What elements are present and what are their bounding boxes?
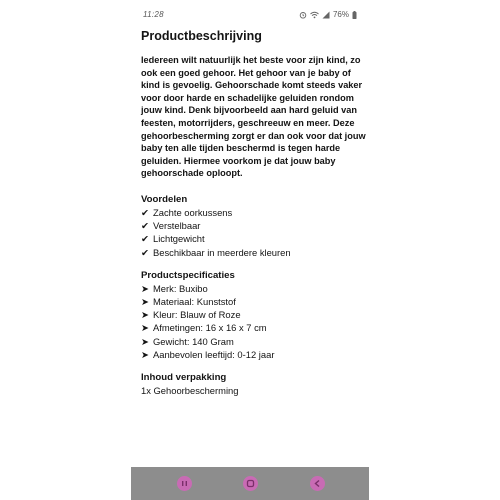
list-item	[141, 246, 367, 259]
spec-text: Merk: Buxibo	[153, 282, 208, 294]
navigation-bar	[131, 467, 369, 500]
spec-text: Materiaal: Kunststof	[153, 295, 236, 307]
arrow-icon: ➤	[141, 322, 149, 334]
package-heading: Inhoud verpakking	[141, 371, 227, 383]
arrow-icon: ➤	[141, 295, 149, 307]
arrow-icon: ➤	[141, 282, 149, 294]
spec-text: Aanbevolen leeftijd: 0-12 jaar	[153, 348, 275, 360]
list-item	[141, 282, 367, 295]
specs-heading: Productspecificaties	[141, 269, 235, 281]
list-item	[141, 206, 367, 219]
list-item	[141, 232, 367, 245]
spec-text: Afmetingen: 16 x 16 x 7 cm	[153, 322, 267, 334]
advantage-text: Beschikbaar in meerdere kleuren	[153, 246, 291, 258]
arrow-icon: ➤	[141, 348, 149, 360]
arrow-icon: ➤	[141, 335, 149, 347]
home-button[interactable]	[243, 476, 258, 491]
product-description	[141, 28, 367, 397]
status-bar	[131, 0, 369, 26]
package-content: 1x Gehoorbescherming	[141, 384, 239, 396]
back-icon	[310, 476, 325, 491]
recent-apps-button[interactable]	[177, 476, 192, 491]
list-item	[141, 295, 367, 308]
advantage-text: Lichtgewicht	[153, 233, 205, 245]
spec-text: Gewicht: 140 Gram	[153, 335, 234, 347]
list-item	[141, 321, 367, 334]
page-title: Productbeschrijving	[141, 29, 262, 43]
back-button[interactable]	[310, 476, 325, 491]
phone-screen	[131, 0, 369, 500]
recent-apps-icon	[177, 476, 192, 491]
arrow-icon: ➤	[141, 309, 149, 321]
battery-percentage: 76%	[332, 10, 349, 19]
home-icon	[243, 476, 258, 491]
specs-list	[141, 282, 367, 361]
checkmark-icon: ✔	[141, 233, 149, 245]
signal-icon	[322, 11, 330, 19]
advantage-text: Zachte oorkussens	[153, 206, 233, 218]
wifi-icon	[310, 11, 319, 19]
list-item	[141, 348, 367, 361]
list-item	[141, 308, 367, 321]
checkmark-icon: ✔	[141, 206, 149, 218]
spec-text: Kleur: Blauw of Roze	[153, 309, 241, 321]
advantages-heading: Voordelen	[141, 193, 188, 205]
list-item	[141, 219, 367, 232]
advantage-text: Verstelbaar	[153, 220, 201, 232]
checkmark-icon: ✔	[141, 246, 149, 258]
checkmark-icon: ✔	[141, 220, 149, 232]
status-time: 11:28	[143, 10, 164, 19]
alarm-icon	[299, 11, 307, 19]
status-icons	[299, 10, 357, 19]
battery-icon	[352, 11, 357, 19]
advantages-list	[141, 206, 367, 259]
intro-text: Iedereen wilt natuurlijk het beste voor zijn kind, zo ook een goed gehoor. Het gehoor van je baby of kind is gevoelig. Gehoorschade komt steeds vaker voor door harde en schadelijke geluiden rondom jouw kind. Denk bijvoorbeeld aan hard geluid van feesten, motorrijders, geschreeuw en meer. Deze gehoorbescherming zorgt er dan ook voor dat jouw baby ten alle tijden beschermd is tegen harde geluiden. Hiermee voorkom je dat jouw baby gehoorschade oploopt.	[141, 55, 366, 179]
list-item	[141, 335, 367, 348]
